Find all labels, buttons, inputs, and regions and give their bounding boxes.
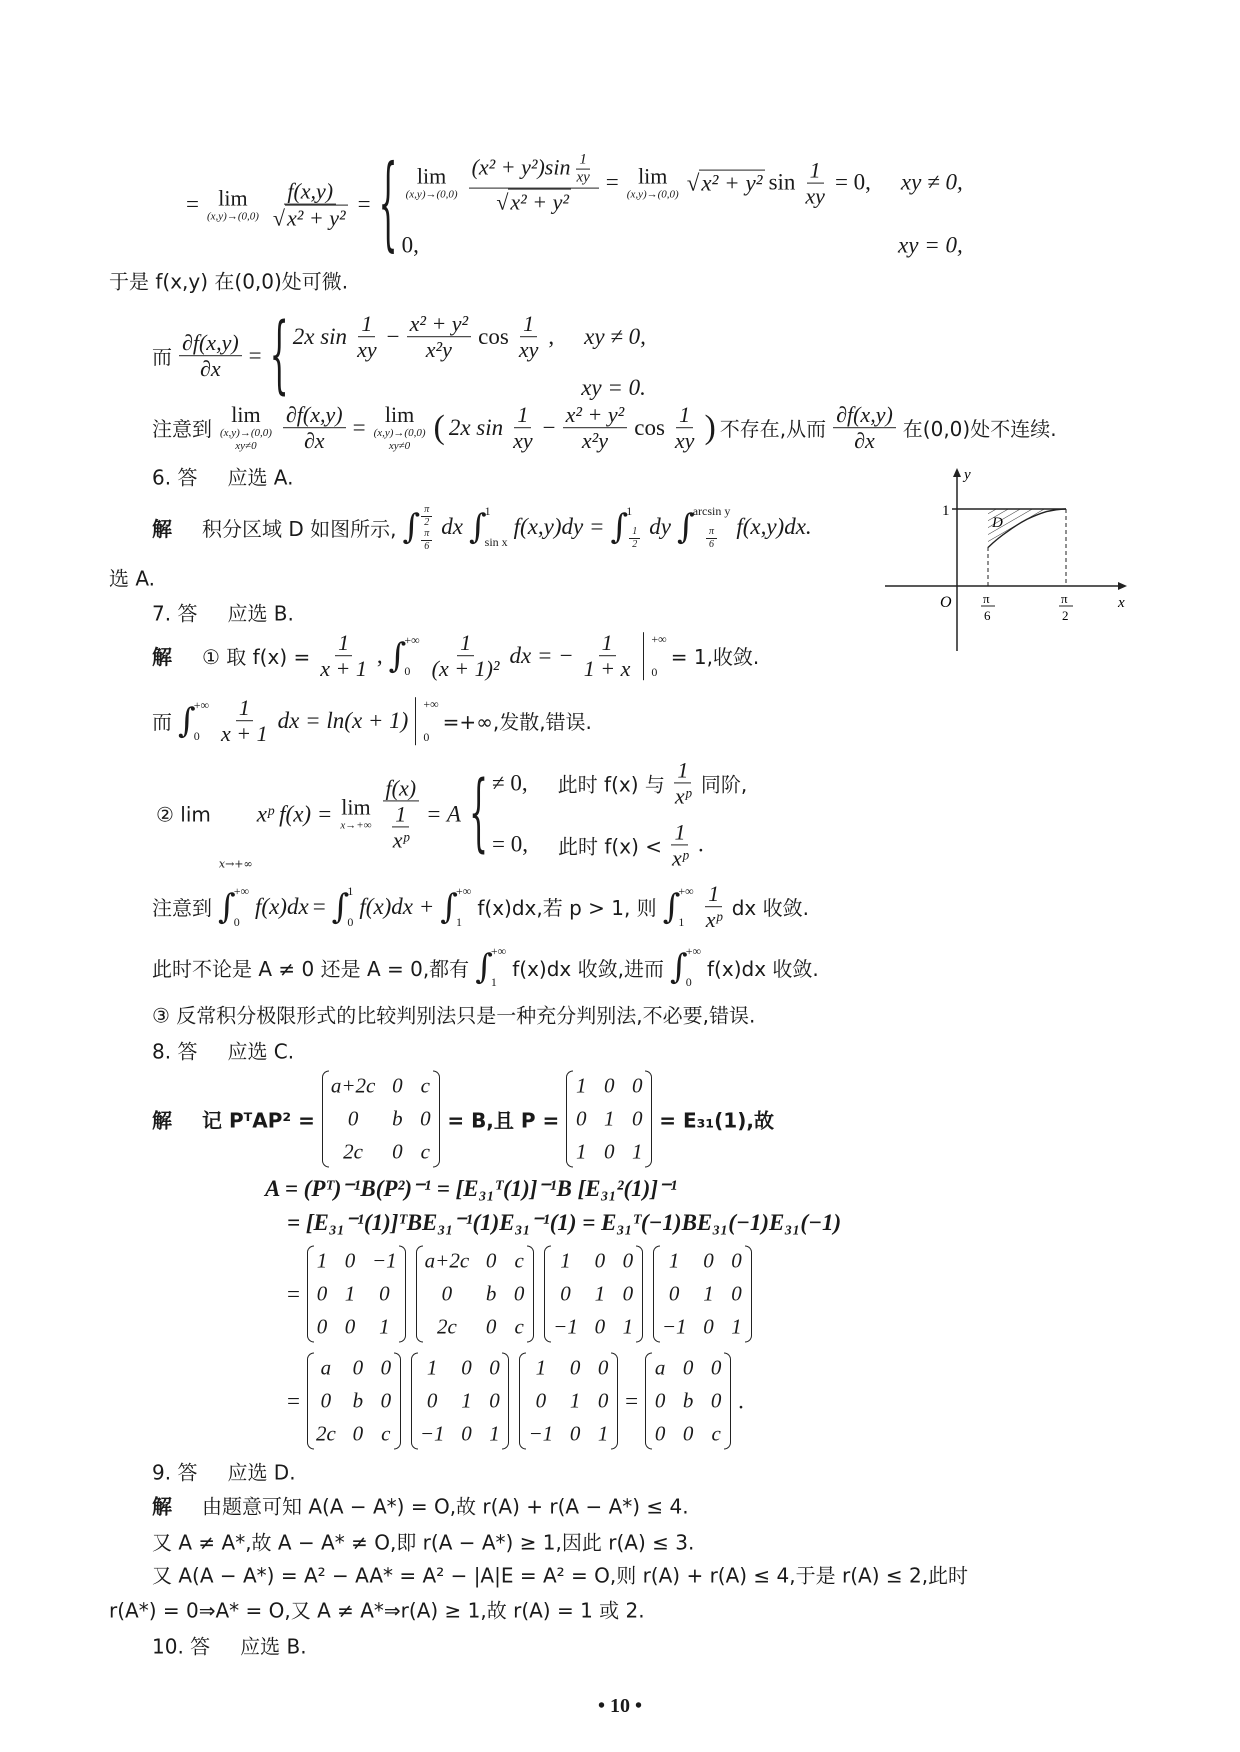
matrix-cell: 0 [379, 1281, 390, 1306]
tick-1: 1 [942, 503, 950, 519]
matrix-cell: 0 [604, 1139, 615, 1164]
matrix-cell: a [654, 1355, 666, 1380]
region-d-label: D [992, 515, 1003, 531]
matrix-cell: 0 [344, 1314, 356, 1339]
matrix-cell: 0 [489, 1388, 500, 1413]
matrix-cell: a+2c [424, 1248, 470, 1273]
matrix-cell: 0 [461, 1421, 472, 1446]
limit-formula [186, 145, 963, 265]
q7-line-4: 注意到 ∫ +∞ 0 f(x)dx = ∫ 1 0 f(x)dx + ∫ +∞ 1 f(x)dx,若 p > 1, 则 ∫ +∞ 1 1 xᵖ dx 收敛. [152, 881, 809, 933]
matrix-cell: 0 [622, 1248, 634, 1273]
matrix-cell: 1 [569, 1388, 581, 1413]
integration-region-figure [880, 465, 1130, 655]
matrix-cell: 1 [535, 1355, 547, 1380]
q8-matrix-product-2: = a 0 0 0 b 0 2c 0 c 1 0 0 0 1 0 −1 0 1 1 0 0 0 1 0 −1 0 1 = a 0 0 0 b 0 0 0 c . [287, 1353, 744, 1450]
q7-line-1: 解 ① 取 f(x) = $\frac{1}{x + 1}$ , ∫ +∞ 0 1 (x + 1)² dx = − $\frac{1}{1 + x}$ +∞ 0 = 1,收敛. [152, 630, 760, 682]
q7-line-5: 此时不论是 A ≠ 0 还是 A = 0,都有 ∫ +∞ 1 f(x)dx 收敛,进而 ∫ +∞ 0 f(x)dx 收敛. [152, 944, 819, 989]
matrix-cell: 0 [654, 1421, 666, 1446]
matrix-cell: 0 [731, 1248, 742, 1273]
matrix-cell: c [381, 1421, 391, 1446]
tick-2: 2 [1062, 608, 1069, 623]
matrix-cell: −1 [419, 1421, 445, 1446]
matrix-cell: a [320, 1355, 332, 1380]
matrix-cell: 0 [560, 1281, 571, 1306]
matrix-cell: −1 [371, 1248, 397, 1273]
q7-line-3: ② lim x→+∞ xᵖ f(x) = lim x→+∞ $\frac{f(x)}{\frac{1}{\text{xᵖ}}}$ = A { ≠ 0, 此时 f(x) 与 1 xᵖ 同阶, = 0, 此时 f(x) < 1 xᵖ . [156, 757, 748, 871]
matrix-cell: b [352, 1388, 364, 1413]
matrix-cell: 0 [710, 1355, 722, 1380]
matrix-cell: 0 [731, 1281, 742, 1306]
matrix-m3 [544, 1246, 643, 1343]
matrix-cell: 1 [379, 1314, 390, 1339]
matrix-cell: 1 [622, 1314, 634, 1339]
limit: lim (x,y)→(0,0) [206, 185, 259, 223]
matrix-cell: b [682, 1388, 694, 1413]
q7-line-6: ③ 反常积分极限形式的比较判别法只是一种充分判别法,不必要,错误. [152, 1003, 756, 1028]
q8-line-2: A = (Pᵀ)⁻¹B(P²)⁻¹ = [E₃₁ᵀ(1)]⁻¹B [E₃₁²(1)]⁻¹ [265, 1176, 678, 1201]
q9-line-4: r(A*) = 0⇒A* = O,又 A ≠ A*⇒r(A) ≥ 1,故 r(A) = 1 或 2. [109, 1598, 645, 1623]
matrix-cell: 0 [380, 1355, 392, 1380]
matrix-cell: −1 [528, 1421, 554, 1446]
matrix-cell: 0 [420, 1106, 431, 1131]
matrix-cell: 0 [604, 1073, 615, 1098]
q8-matrix-product-1: = 1 0 −1 0 1 0 0 0 1 a+2c 0 c 0 b 0 2c 0 c 1 0 0 0 1 0 −1 0 1 1 0 0 0 1 0 −1 0 1 [287, 1246, 755, 1343]
matrix-cell: 0 [380, 1388, 392, 1413]
origin-label: O [940, 594, 952, 611]
q9-line-3: 又 A(A − A*) = A² − AA* = A² − |A|E = A² = O,则 r(A) + r(A) ≤ 4,于是 r(A) ≤ 2,此时 [152, 1563, 969, 1588]
equals: = [357, 191, 371, 217]
matrix-m4 [307, 1353, 401, 1450]
matrix-cell: 1 [461, 1388, 472, 1413]
matrix-cell: 0 [703, 1314, 714, 1339]
matrix-cell: 0 [344, 1248, 356, 1273]
q6-tail: 选 A. [109, 566, 156, 591]
matrix-m3 [519, 1353, 618, 1450]
q8-answer: 8. 答 应选 C. [152, 1039, 295, 1064]
y-axis-arrow [953, 468, 961, 477]
matrix-cell: 0 [682, 1421, 694, 1446]
matrix-b [322, 1071, 441, 1168]
matrix-cell: 0 [569, 1421, 581, 1446]
matrix-cell: 2c [315, 1421, 336, 1446]
matrix-cell: c [420, 1139, 430, 1164]
matrix-cell: 2c [436, 1314, 457, 1339]
matrix-b [416, 1246, 535, 1343]
matrix-cell: 1 [489, 1421, 500, 1446]
matrix-cell: 0 [597, 1355, 609, 1380]
q8-line-3: = [E₃₁⁻¹(1)]ᵀBE₃₁⁻¹(1)E₃₁⁻¹(1) = E₃₁ᵀ(−1)BE₃₁(−1)E₃₁(−1) [287, 1210, 842, 1235]
matrix-cell: 0 [535, 1388, 547, 1413]
q8-line-1: 解 记 PᵀAP² = a+2c 0 c 0 b 0 2c 0 c = B,且 P = 1 0 0 0 1 0 1 0 1 = E₃₁(1),故 [152, 1071, 774, 1168]
matrix-cell: 0 [441, 1281, 453, 1306]
matrix-cell: 1 [632, 1139, 643, 1164]
matrix-cell: 1 [668, 1248, 680, 1273]
matrix-cell: 0 [485, 1314, 497, 1339]
matrix-m3 [411, 1353, 510, 1450]
y-label: y [964, 467, 971, 483]
matrix-cell: 1 [560, 1248, 571, 1273]
matrix-cell: 0 [392, 1139, 403, 1164]
matrix-cell: 0 [594, 1314, 606, 1339]
page-number: • 10 • [597, 1695, 642, 1717]
matrix-cell: 0 [320, 1388, 332, 1413]
matrix-cell: 1 [731, 1314, 742, 1339]
matrix-cell: 1 [426, 1355, 438, 1380]
matrix-cell: 0 [513, 1281, 525, 1306]
matrix-cell: 0 [632, 1073, 643, 1098]
matrix-cell: −1 [661, 1314, 687, 1339]
matrix-cell: c [514, 1248, 524, 1273]
matrix-cell: c [514, 1314, 524, 1339]
tick-pi: π [1061, 591, 1068, 606]
matrix-cell: 2c [343, 1139, 363, 1164]
conclusion-text: 于是 f(x,y) 在(0,0)处可微. [109, 269, 349, 294]
cases: { lim (x,y)→(0,0) (x² + y²)sin $\frac{1}{xy}$ √ x² + y² = lim (x,y)→(0,0) √ x² + y² sin $\frac{1}{xy}$ = 0, xy ≠ 0, 0, xy = 0, [378, 145, 963, 265]
matrix-cell: 0 [485, 1248, 497, 1273]
q10-answer: 10. 答 应选 B. [152, 1634, 307, 1659]
matrix-cell: 0 [426, 1388, 438, 1413]
matrix-cell: 1 [597, 1421, 609, 1446]
matrix-cell: 1 [703, 1281, 714, 1306]
q9-answer: 9. 答 应选 D. [152, 1460, 296, 1485]
matrix-cell: −1 [553, 1314, 578, 1339]
matrix-cell: 0 [710, 1388, 722, 1413]
matrix-cell: 0 [316, 1314, 328, 1339]
q6-solution: 解 积分区域 D 如图所示, ∫ π 2 π 6 dx ∫ 1 sin x f(x,y)dy = ∫ 1 1 2 dy ∫ arcsin y π 6 f(x,y)dx. [152, 504, 812, 552]
matrix-cell: 0 [489, 1355, 500, 1380]
q9-line-2: 又 A ≠ A*,故 A − A* ≠ O,即 r(A − A*) ≥ 1,因此 r(A) ≤ 3. [152, 1530, 695, 1555]
matrix-cell: b [392, 1106, 403, 1131]
matrix-m1 [307, 1246, 406, 1343]
matrix-result [645, 1353, 731, 1450]
matrix-cell: 1 [576, 1139, 587, 1164]
x-axis-arrow [1118, 582, 1127, 590]
q7-line-2: 而 ∫ +∞ 0 1 x + 1 dx = ln(x + 1) +∞ 0 =+∞,发散,错误. [152, 695, 592, 747]
matrix-cell: a+2c [330, 1073, 376, 1098]
matrix-cell: 0 [347, 1106, 359, 1131]
equals: = [186, 191, 199, 217]
matrix-cell: 0 [352, 1355, 364, 1380]
matrix-cell: 0 [392, 1073, 403, 1098]
x-label: x [1118, 595, 1125, 611]
matrix-cell: 0 [569, 1355, 581, 1380]
matrix-cell: 0 [703, 1248, 714, 1273]
matrix-cell: 0 [316, 1281, 328, 1306]
q6-answer: 6. 答 应选 A. [152, 465, 294, 490]
tick-pi: π [983, 591, 990, 606]
matrix-cell: 0 [352, 1421, 364, 1446]
matrix-cell: 1 [576, 1073, 587, 1098]
discontinuity-note: 注意到 lim (x,y)→(0,0) xy≠0 $\frac{\partial f(x,y)}{\partial x}$ = lim (x,y)→(0,0) xy≠0 ( 2x sin 1 xy − $\frac{\text{x² + y²}}{\text{x²y}}$ cos 1 xy ) 不存在,从而 ∂f(x,y) ∂x 在(0,0)处不连续. [152, 402, 1057, 454]
matrix-cell: 0 [682, 1355, 694, 1380]
matrix-cell: 0 [594, 1248, 606, 1273]
matrix-cell: 0 [632, 1106, 643, 1131]
matrix-cell: 0 [597, 1388, 609, 1413]
q7-answer: 7. 答 应选 B. [152, 601, 294, 626]
matrix-cell: 0 [576, 1106, 587, 1131]
partial-derivative-formula: 而 $\frac{\partial f(x,y)}{\partial x}$ = { 2x sin 1 xy − $\frac{\text{x² + y²}}{\text{x²y}}$ cos 1 xy , xy ≠ 0, xy = 0. [152, 307, 646, 405]
matrix-cell: 0 [654, 1388, 666, 1413]
fraction: f(x,y) √ x² + y² [272, 178, 346, 231]
matrix-cell: 0 [668, 1281, 680, 1306]
matrix-cell: c [711, 1421, 721, 1446]
matrix-cell: b [485, 1281, 497, 1306]
matrix-cell: c [420, 1073, 430, 1098]
matrix-cell: 1 [604, 1106, 615, 1131]
matrix-cell: 0 [622, 1281, 634, 1306]
matrix-cell: 0 [461, 1355, 472, 1380]
matrix-cell: 1 [594, 1281, 606, 1306]
matrix-m3 [653, 1246, 752, 1343]
matrix-cell: 1 [344, 1281, 356, 1306]
tick-6: 6 [984, 608, 991, 623]
q9-line-1: 解 由题意可知 A(A − A*) = O,故 r(A) + r(A − A*) ≤ 4. [152, 1494, 689, 1519]
matrix-cell: 1 [316, 1248, 328, 1273]
matrix-p [566, 1071, 652, 1168]
